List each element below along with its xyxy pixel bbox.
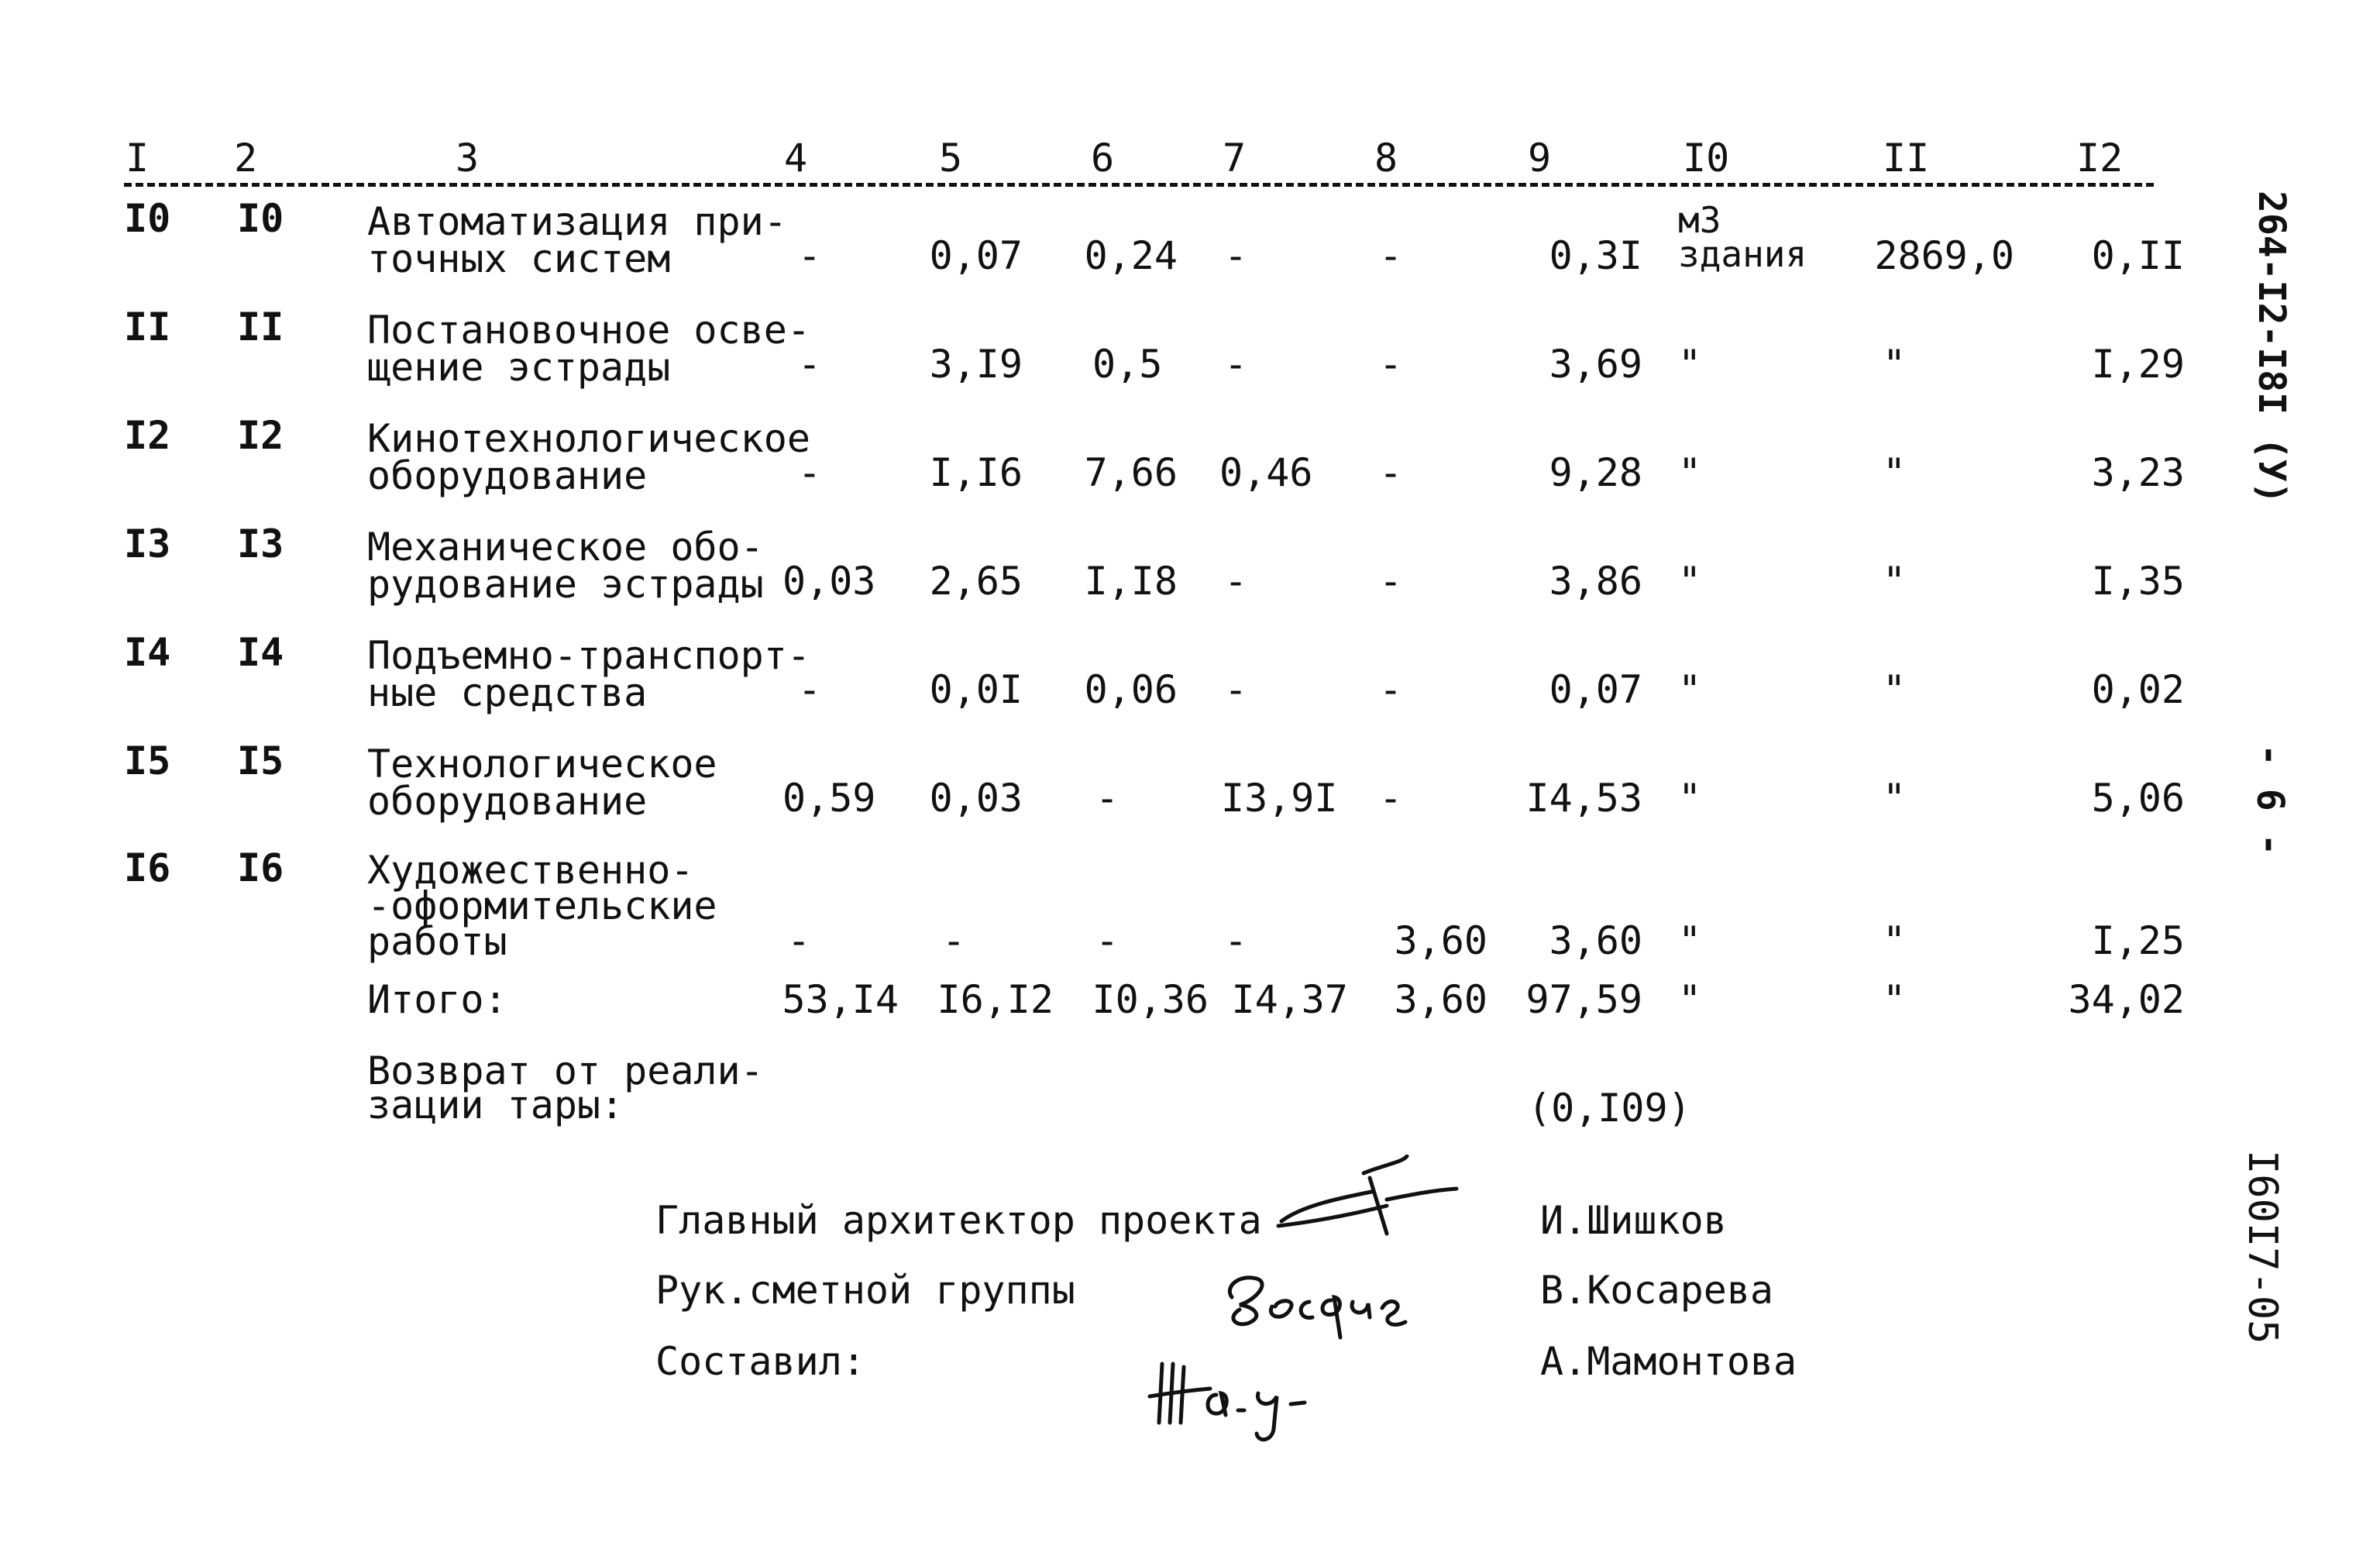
cell-col12: 0,02: [2091, 667, 2185, 712]
cell-col5: I,I6: [929, 450, 1023, 495]
cell-col10: ": [1678, 450, 1702, 495]
header-divider: [124, 183, 2154, 187]
cell-col10: ": [1678, 776, 1702, 821]
row-code: I2: [237, 413, 284, 458]
signature-role: Главный архитектор проекта: [655, 1198, 1262, 1243]
cell-col10: м3 здания: [1678, 199, 1807, 275]
cell-col12: 5,06: [2091, 776, 2185, 821]
cell-col4: -: [797, 233, 821, 278]
row-number: II: [124, 305, 171, 349]
total-col7: I4,37: [1231, 977, 1348, 1022]
cell-col8: -: [1379, 776, 1403, 821]
row-number: I2: [124, 413, 171, 458]
cell-col9: I4,53: [1525, 776, 1642, 821]
side-page-number: - 6 -: [2248, 744, 2292, 856]
cell-col11: ": [1883, 667, 1907, 712]
side-document-number: I60I7-05: [2239, 1150, 2285, 1344]
total-col11: ": [1883, 977, 1907, 1022]
row-code: I4: [237, 630, 284, 675]
cell-col8: -: [1379, 233, 1403, 278]
cell-col10: ": [1678, 918, 1702, 963]
row-code: I0: [237, 196, 284, 241]
total-label: Итого:: [367, 977, 507, 1022]
total-col10: ": [1678, 977, 1702, 1022]
row-name: Механическое обо- рудование эстрады: [367, 525, 764, 607]
row-number: I0: [124, 196, 171, 241]
cell-col8: -: [1379, 559, 1403, 604]
col-header-8: 8: [1374, 136, 1398, 181]
row-code: I6: [237, 845, 284, 890]
row-name: Художественно- -оформительские работы: [367, 848, 717, 964]
col-header-6: 6: [1091, 136, 1115, 181]
col-header-2: 2: [234, 136, 258, 181]
cell-col7: -: [1224, 918, 1248, 963]
signature-role: Рук.сметной группы: [655, 1268, 1075, 1313]
cell-col6: -: [1095, 918, 1119, 963]
total-col5: I6,I2: [937, 977, 1054, 1022]
cell-col4: -: [797, 667, 821, 712]
cell-col9: 3,86: [1549, 559, 1642, 604]
col-header-9: 9: [1528, 136, 1552, 181]
cell-col12: I,25: [2091, 918, 2185, 963]
col-header-4: 4: [784, 136, 808, 181]
cell-col9: 3,69: [1549, 342, 1642, 387]
cell-col6: 0,06: [1084, 667, 1178, 712]
cell-col6: 0,24: [1084, 233, 1178, 278]
cell-col12: I,35: [2091, 559, 2185, 604]
cell-col11: ": [1883, 450, 1907, 495]
return-label: Возврат от реали- зации тары:: [367, 1048, 764, 1127]
col-header-5: 5: [939, 136, 963, 181]
cell-col6: I,I8: [1084, 559, 1178, 604]
cell-col5: -: [942, 918, 966, 963]
row-code: II: [237, 305, 284, 349]
cell-col4: 0,03: [782, 559, 876, 604]
signature-name: В.Косарева: [1540, 1268, 1774, 1313]
row-code: I5: [237, 738, 284, 783]
signature-mark-3: [1139, 1348, 1340, 1449]
signature-name: И.Шишков: [1540, 1198, 1727, 1243]
cell-col5: 2,65: [929, 559, 1023, 604]
row-name: Подъемно-транспорт- ные средства: [367, 633, 810, 715]
cell-col4: -: [797, 450, 821, 495]
row-code: I3: [237, 522, 284, 566]
return-value: (0,I09): [1528, 1086, 1691, 1131]
cell-col7: -: [1224, 667, 1248, 712]
cell-col12: 0,II: [2091, 233, 2185, 278]
cell-col6: -: [1095, 776, 1119, 821]
cell-col7: I3,9I: [1221, 776, 1338, 821]
cell-col4: -: [797, 342, 821, 387]
cell-col5: 0,03: [929, 776, 1023, 821]
cell-col9: 0,07: [1549, 667, 1642, 712]
cell-col9: 3,60: [1549, 918, 1642, 963]
col-header-7: 7: [1223, 136, 1247, 181]
signature-role: Составил:: [655, 1339, 865, 1384]
col-header-10: I0: [1683, 136, 1730, 181]
total-col12: 34,02: [2068, 977, 2185, 1022]
total-col4: 53,I4: [782, 977, 899, 1022]
signature-name: А.Мамонтова: [1540, 1339, 1797, 1384]
cell-col11: ": [1883, 559, 1907, 604]
row-number: I3: [124, 522, 171, 566]
cell-col11: 2869,0: [1874, 233, 2014, 278]
cell-col7: -: [1224, 559, 1248, 604]
cell-col10: ": [1678, 559, 1702, 604]
row-name: Технологическое оборудование: [367, 742, 717, 824]
col-header-12: I2: [2076, 136, 2124, 181]
row-name: Кинотехнологическое оборудование: [367, 416, 810, 498]
cell-col11: ": [1883, 342, 1907, 387]
cell-col9: 9,28: [1549, 450, 1642, 495]
cell-col5: 3,I9: [929, 342, 1023, 387]
cell-col10: ": [1678, 667, 1702, 712]
cell-col11: ": [1883, 776, 1907, 821]
col-header-1: I: [126, 136, 150, 181]
cell-col12: I,29: [2091, 342, 2185, 387]
cell-col8: -: [1379, 450, 1403, 495]
total-col6: I0,36: [1092, 977, 1209, 1022]
col-header-3: 3: [456, 136, 480, 181]
total-col8: 3,60: [1394, 977, 1488, 1022]
cell-col11: ": [1883, 918, 1907, 963]
col-header-11: II: [1883, 136, 1930, 181]
cell-col8: -: [1379, 342, 1403, 387]
cell-col12: 3,23: [2091, 450, 2185, 495]
row-number: I6: [124, 845, 171, 890]
cell-col7: -: [1224, 233, 1248, 278]
cell-col5: 0,0I: [929, 667, 1023, 712]
row-name: Постановочное осве- щение эстрады: [367, 308, 810, 390]
cell-col4: 0,59: [782, 776, 876, 821]
side-project-code: 264-I2-I8I (У): [2250, 191, 2293, 504]
cell-col8: 3,60: [1394, 918, 1488, 963]
row-name: Автоматизация при- точных систем: [367, 199, 787, 281]
total-col9: 97,59: [1525, 977, 1642, 1022]
cell-col6: 7,66: [1084, 450, 1178, 495]
signature-mark-2: [1216, 1263, 1418, 1348]
cell-col10: ": [1678, 342, 1702, 387]
signature-mark-1: [1271, 1155, 1464, 1240]
cell-col6: 0,5: [1092, 342, 1163, 387]
row-number: I4: [124, 630, 171, 675]
cell-col5: 0,07: [929, 233, 1023, 278]
cell-col9: 0,3I: [1549, 233, 1642, 278]
row-number: I5: [124, 738, 171, 783]
cell-col7: -: [1224, 342, 1248, 387]
cell-col4: -: [787, 918, 811, 963]
cell-col7: 0,46: [1219, 450, 1313, 495]
cell-col8: -: [1379, 667, 1403, 712]
